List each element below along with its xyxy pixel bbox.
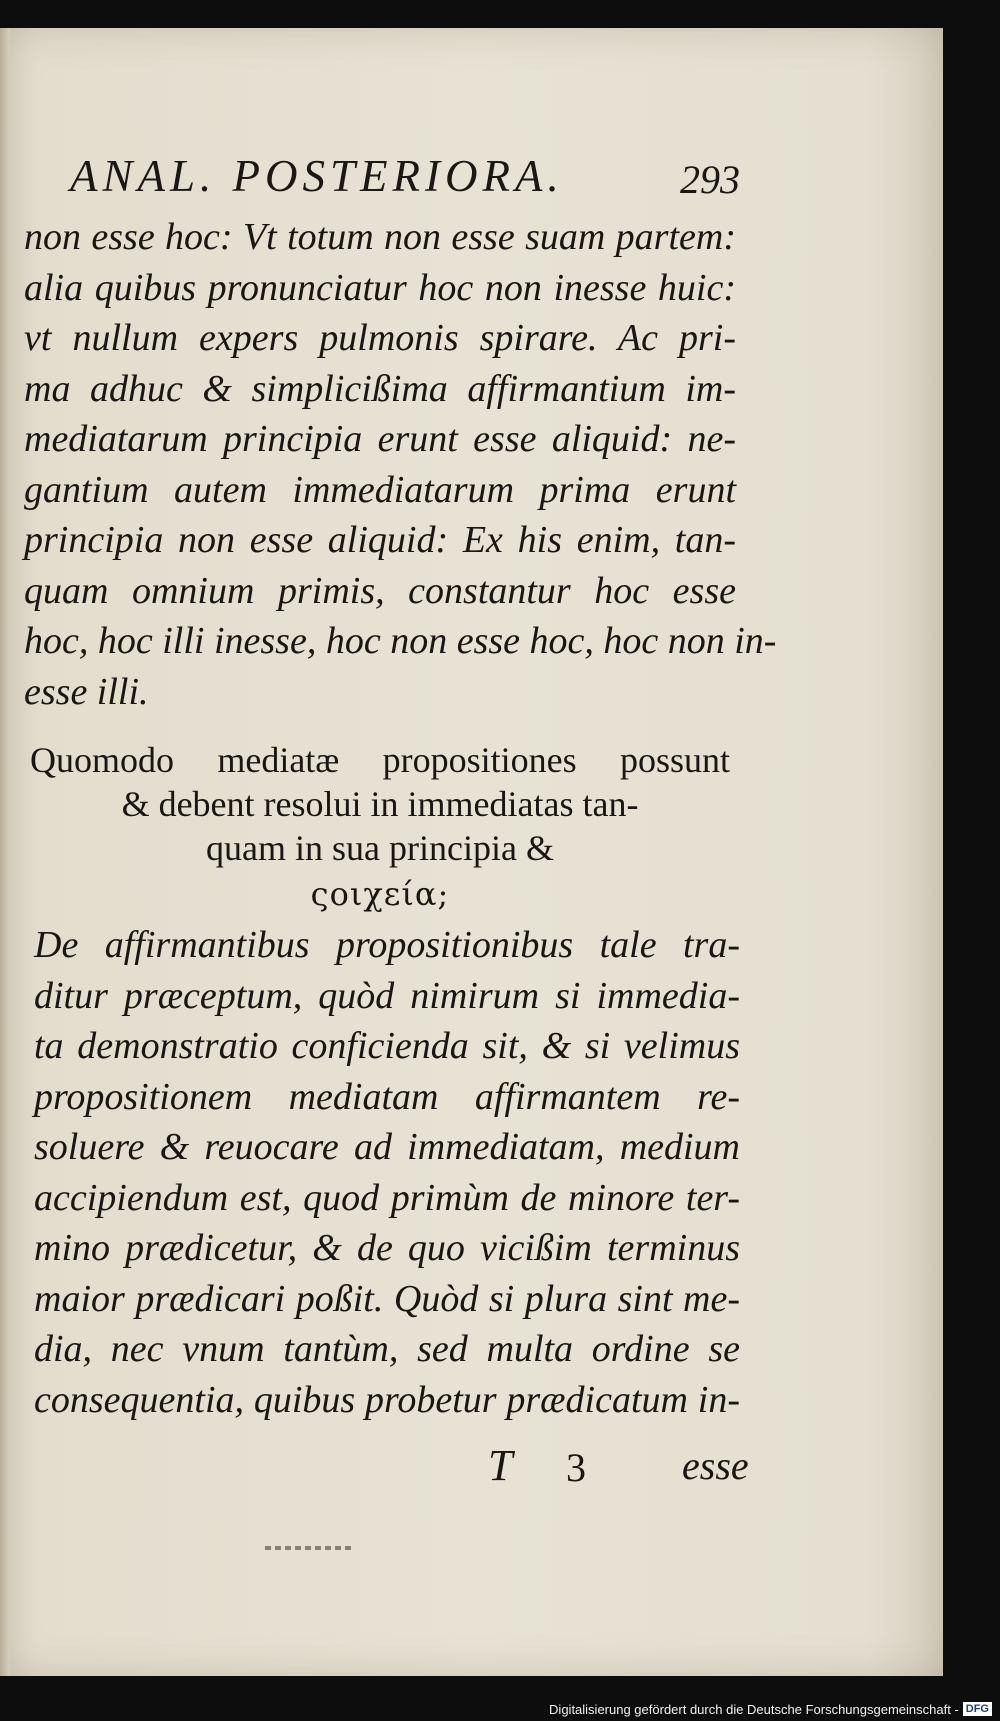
signature-letter: T [488, 1441, 513, 1490]
page-gutter-edge [0, 28, 10, 1676]
text-line: quam omnium primis, constantur hoc esse [24, 569, 736, 612]
paragraph-2 [34, 920, 740, 1425]
text-line: vt nullum expers pulmonis spirare. Ac pri- [24, 317, 736, 359]
text-line: hoc, hoc illi inesse, hoc non esse hoc, hoc non in- [24, 620, 777, 662]
text-line: mediatarum principia erunt esse aliquid: ne- [24, 418, 736, 460]
heading-line: quam in sua principia & [206, 828, 554, 868]
text-line: maior prædicari poßit. Quòd si plura sint me- [34, 1277, 740, 1320]
text-line: propositionem mediatam affirmantem re- [34, 1075, 740, 1118]
heading-greek-word: ςοιχεία; [310, 875, 450, 913]
signature-number: 3 [566, 1445, 586, 1490]
section-heading [30, 738, 730, 918]
heading-line: & debent resolui in immediatas tan- [121, 784, 639, 824]
catchword: esse [682, 1443, 749, 1488]
text-line: principia non esse aliquid: Ex his enim, tan- [24, 519, 736, 561]
ink-smudge [265, 1546, 355, 1550]
text-line: accipiendum est, quod primùm de minore ter- [34, 1176, 740, 1219]
running-title: ANAL. POSTERIORA. [70, 151, 564, 201]
signature-line [480, 1440, 749, 1500]
text-line: De affirmantibus propositionibus tale tra- [34, 924, 740, 966]
footer-text: Digitalisierung gefördert durch die Deutsche Forschungsgemeinschaft - [549, 1701, 959, 1717]
text-line: ditur præceptum, quòd nimirum si immedia- [34, 974, 740, 1017]
page-header [70, 150, 740, 210]
text-line: non esse hoc: Vt totum non esse suam partem: [24, 216, 736, 258]
text-line: gantium autem immediatarum prima erunt [24, 468, 736, 511]
text-line: ta demonstratio conficienda sit, & si velimus [34, 1025, 740, 1067]
text-line: ma adhuc & simplicißima affirmantium im- [24, 367, 736, 410]
digitization-footer [549, 1700, 992, 1718]
text-line: mino prædicetur, & de quo vicißim terminus [34, 1227, 740, 1269]
text-line: consequentia, quibus probetur prædicatum in- [34, 1378, 740, 1421]
page-number: 293 [680, 157, 740, 202]
text-line: esse illi. [24, 670, 149, 713]
text-line: soluere & reuocare ad immediatam, medium [34, 1126, 740, 1168]
heading-line: Quomodo mediatæ propositiones possunt [30, 740, 730, 780]
dfg-logo: DFG [963, 1702, 992, 1716]
text-line: dia, nec vnum tantùm, sed multa ordine se [34, 1328, 740, 1370]
paragraph-1 [24, 212, 777, 717]
text-line: alia quibus pronunciatur hoc non inesse huic: [24, 266, 736, 309]
